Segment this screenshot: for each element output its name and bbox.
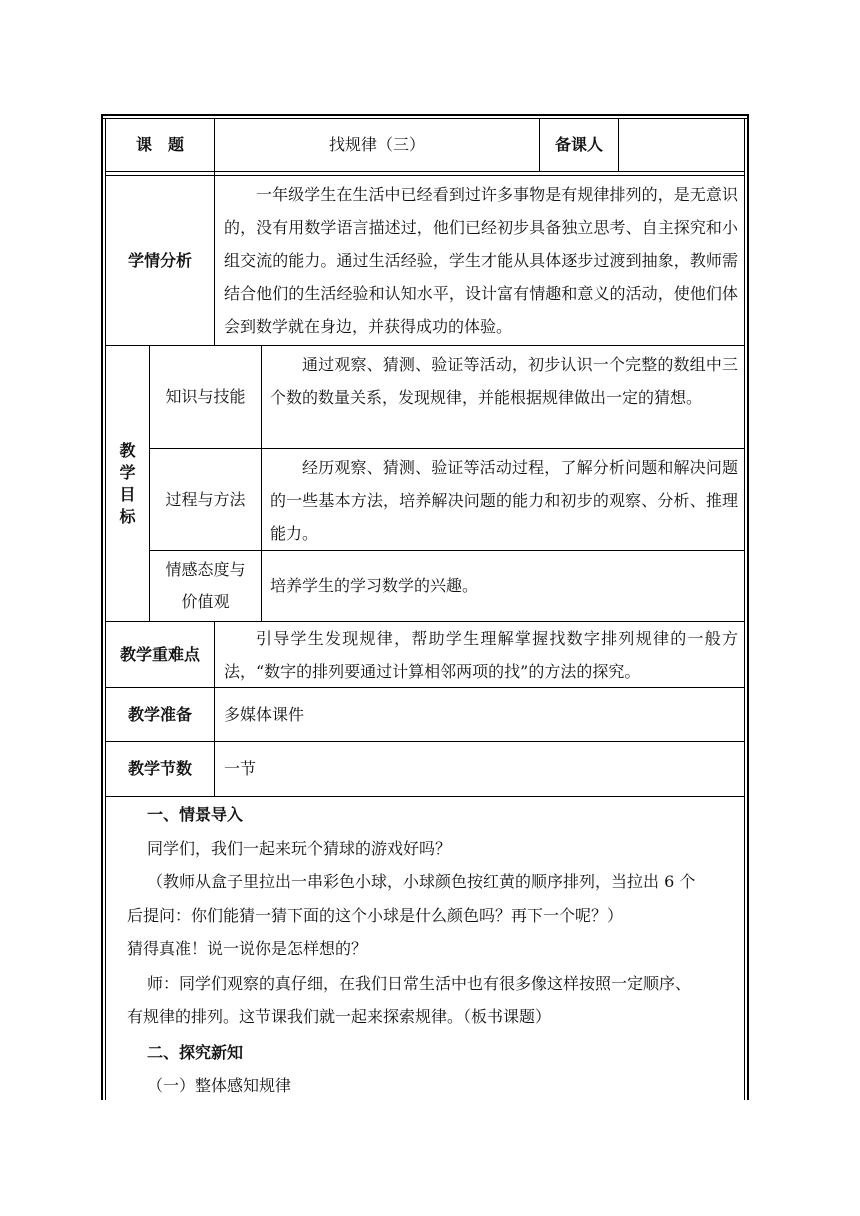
goals-label-char: 学 <box>119 462 136 482</box>
sessions-label: 教学节数 <box>127 759 192 778</box>
preparer-label: 备课人 <box>554 135 603 154</box>
process-paragraph: 同学们，我们一起来玩个猜球的游戏好吗？ <box>147 839 452 858</box>
analysis-label: 学情分析 <box>127 250 192 270</box>
table-border-top-outer <box>101 114 749 116</box>
goal-knowledge-label: 知识与技能 <box>165 387 246 406</box>
goal-process-text: 经历观察、猜测、验证等活动过程，了解分析问题和解决问题的一些基本方法，培养解决问题的能力和初步的观察、分析、推理能力。 <box>270 458 738 543</box>
key-points-label: 教学重难点 <box>119 644 200 664</box>
goals-label-char: 标 <box>119 506 136 526</box>
row-divider-1 <box>105 171 745 172</box>
table-border-right-inner <box>744 118 745 1100</box>
goal-process-label: 过程与方法 <box>165 489 246 509</box>
analysis-text: 一年级学生在生活中已经看到过许多事物是有规律排列的，是无意识的，没有用数学语言描述过，他们已经初步具备独立思考、自主探究和小组交流的能力。通过生活经验，学生才能从具体逐步过渡到抽象，教师需结合他们的生活经验和认知水平，设计富有情趣和意义的活动，使他们体会到数学就在身边，并获得成功的体验。 <box>224 185 738 336</box>
preparation-text: 多媒体课件 <box>224 704 305 724</box>
goal-attitude-text: 培养学生的学习数学的兴趣。 <box>270 576 479 595</box>
goal-attitude-label-line: 价值观 <box>181 592 230 611</box>
col-divider-goals-sub <box>261 345 262 621</box>
sessions-text: 一节 <box>224 759 257 778</box>
process-paragraph: 师：同学们观察的真仔细，在我们日常生活中也有很多像这样按照一定顺序、 <box>147 974 692 993</box>
col-divider-lower <box>214 621 215 796</box>
row-divider-6 <box>105 796 745 797</box>
topic-value: 找规律（三） <box>328 135 425 154</box>
process-paragraph: 后提问：你们能猜一猜下面的这个小球是什么颜色吗？再下一个呢？） <box>127 906 624 925</box>
goals-label-char: 教 <box>119 440 136 460</box>
goal-attitude-label-line: 情感态度与 <box>165 560 246 579</box>
topic-label: 课 题 <box>135 135 184 154</box>
table-border-right-outer <box>747 114 749 1100</box>
goals-label-char: 目 <box>119 484 136 504</box>
process-paragraph: 有规律的排列。这节课我们就一起来探索规律。（板书课题） <box>127 1007 552 1026</box>
process-paragraph: 猜得真准！说一说你是怎样想的？ <box>127 939 368 958</box>
section-1-title: 一、情景导入 <box>147 805 244 824</box>
goals-label <box>106 346 149 621</box>
goal-attitude-label <box>150 551 261 621</box>
goal-knowledge-text: 通过观察、猜测、验证等活动，初步认识一个完整的数组中三个数的数量关系，发现规律，并能根据规律做出一定的猜想。 <box>270 355 738 407</box>
key-points-text: 引导学生发现规律，帮助学生理解掌握找数字排列规律的一般方法，“数字的排列要通过计算相邻两项的找”的方法的探究。 <box>224 629 738 681</box>
preparer-value <box>619 119 744 171</box>
table-border-left-outer <box>101 114 103 1100</box>
section-2-subtitle: （一）整体感知规律 <box>147 1076 292 1095</box>
section-2-title: 二、探究新知 <box>147 1043 244 1062</box>
process-paragraph: （教师从盒子里拉出一串彩色小球，小球颜色按红黄的顺序排列，当拉出 6 个 <box>147 872 696 891</box>
preparation-label: 教学准备 <box>127 704 192 724</box>
